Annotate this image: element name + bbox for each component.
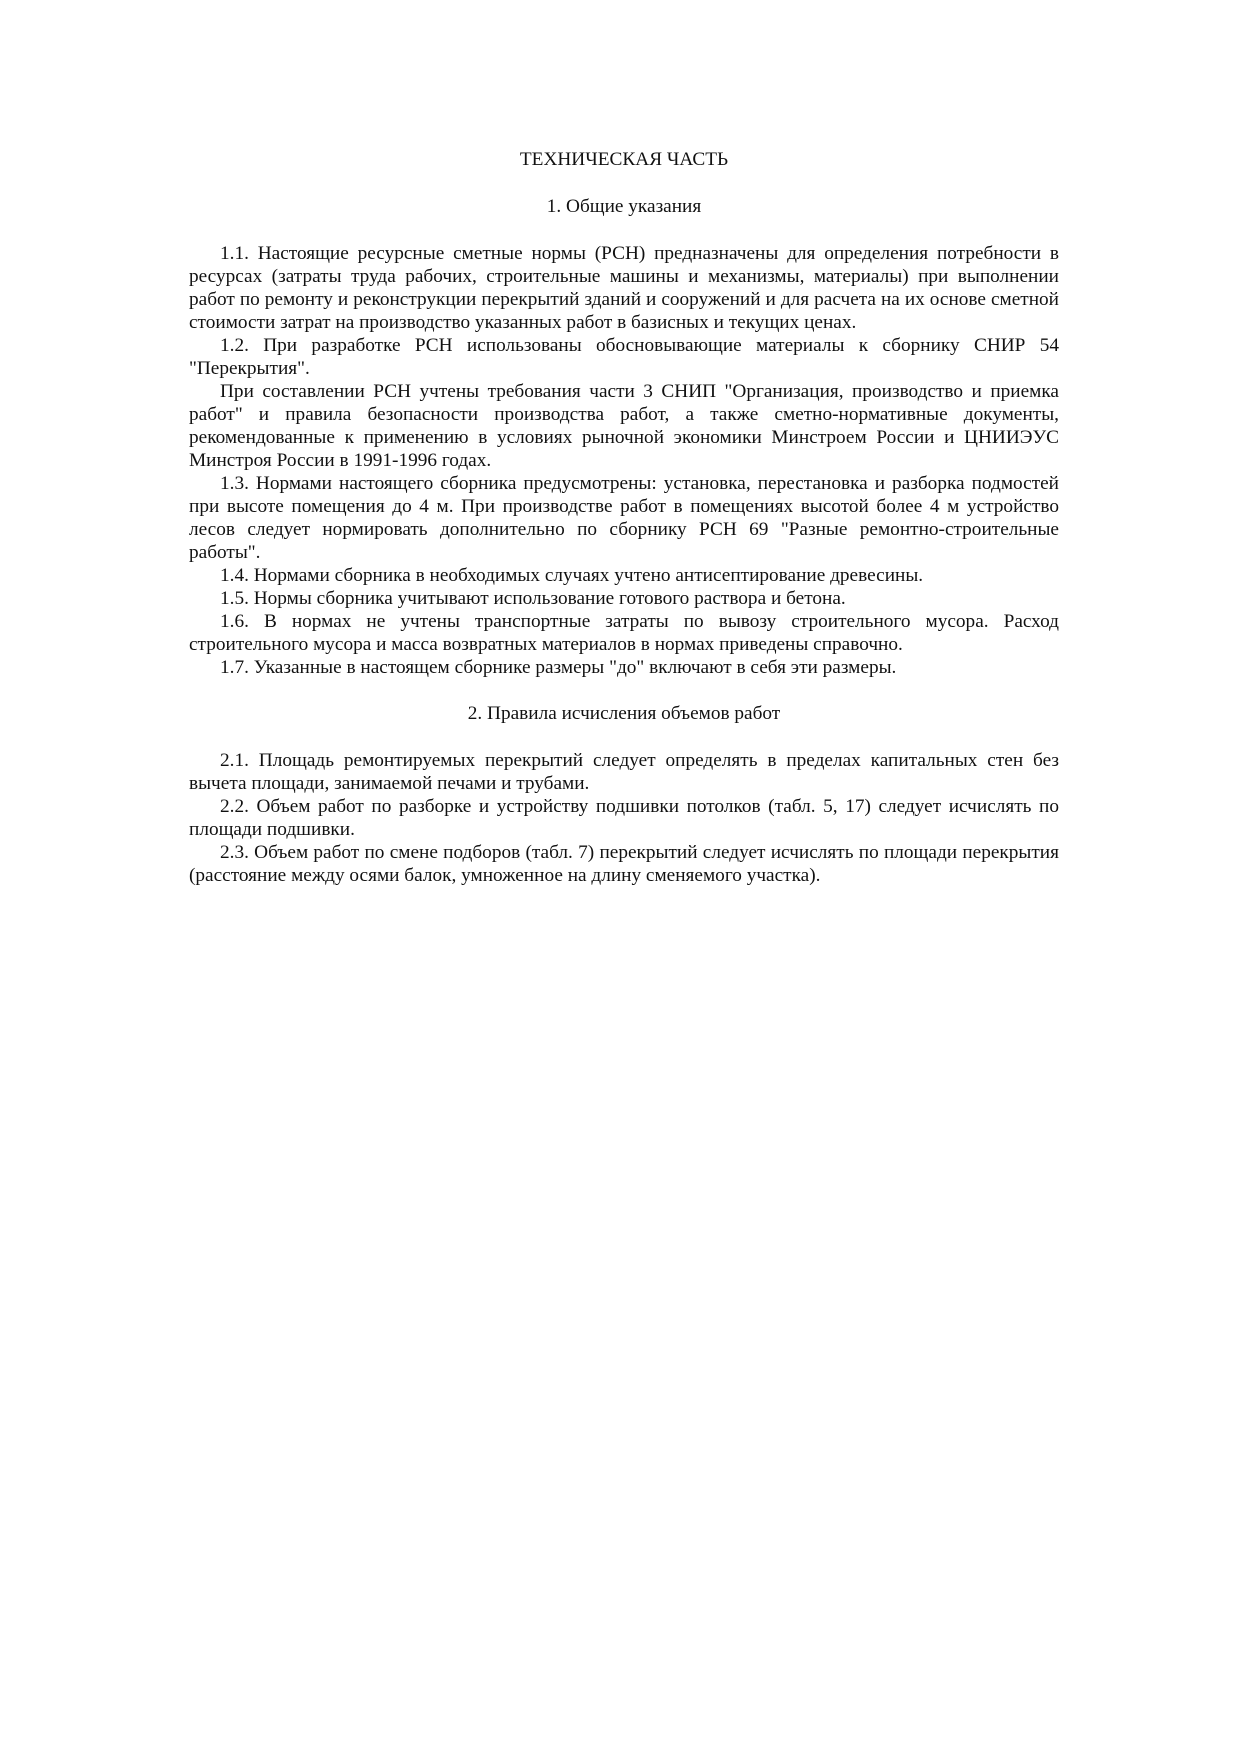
document-title: ТЕХНИЧЕСКАЯ ЧАСТЬ — [519, 149, 729, 170]
paragraph-2-1: 2.1. Площадь ремонтируемых перекрытий следует определять в пределах капитальных стен без вычета площади, занимаемой печами и трубами. — [189, 750, 1059, 794]
paragraph-1-4: 1.4. Нормами сборника в необходимых случаях учтено антисептирование древесины. — [220, 565, 924, 586]
paragraph-1-2: 1.2. При разработке РСН использованы обосновывающие материалы к сборнику СНИР 54 "Перекрытия". — [189, 335, 1059, 379]
paragraph-1-2-cont: При составлении РСН учтены требования части 3 СНИП "Организация, производство и приемка работ" и правила безопасности производства работ, а также сметно-нормативные документы, рекомендованные к применению в условиях рыночной экономики Минстроем России и ЦНИИЭУС Минстроя России в 1991-1996 годах. — [189, 381, 1059, 471]
paragraph-1-5: 1.5. Нормы сборника учитывают использование готового раствора и бетона. — [220, 588, 846, 609]
section-2-heading: 2. Правила исчисления объемов работ — [467, 703, 781, 724]
paragraph-2-2: 2.2. Объем работ по разборке и устройству подшивки потолков (табл. 5, 17) следует исчислять по площади подшивки. — [189, 796, 1059, 840]
paragraph-1-6: 1.6. В нормах не учтены транспортные затраты по вывозу строительного мусора. Расход строительного мусора и масса возвратных материалов в нормах приведены справочно. — [189, 611, 1059, 655]
paragraph-1-3: 1.3. Нормами настоящего сборника предусмотрены: установка, перестановка и разборка подмостей при высоте помещения до 4 м. При производстве работ в помещениях высотой более 4 м устройство лесов следует нормировать дополнительно по сборнику РСН 69 "Разные ремонтно-строительные работы". — [189, 473, 1059, 563]
section-1-heading: 1. Общие указания — [546, 196, 702, 217]
paragraph-1-7: 1.7. Указанные в настоящем сборнике размеры "до" включают в себя эти размеры. — [220, 657, 897, 678]
paragraph-2-3: 2.3. Объем работ по смене подборов (табл. 7) перекрытий следует исчислять по площади перекрытия (расстояние между осями балок, умноженное на длину сменяемого участка). — [189, 842, 1059, 886]
document-page — [189, 148, 1059, 887]
paragraph-1-1: 1.1. Настоящие ресурсные сметные нормы (РСН) предназначены для определения потребности в ресурсах (затраты труда рабочих, строительные машины и механизмы, материалы) при выполнении работ по ремонту и реконструкции перекрытий зданий и сооружений и для расчета на их основе сметной стоимости затрат на производство указанных работ в базисных и текущих ценах. — [189, 243, 1059, 333]
